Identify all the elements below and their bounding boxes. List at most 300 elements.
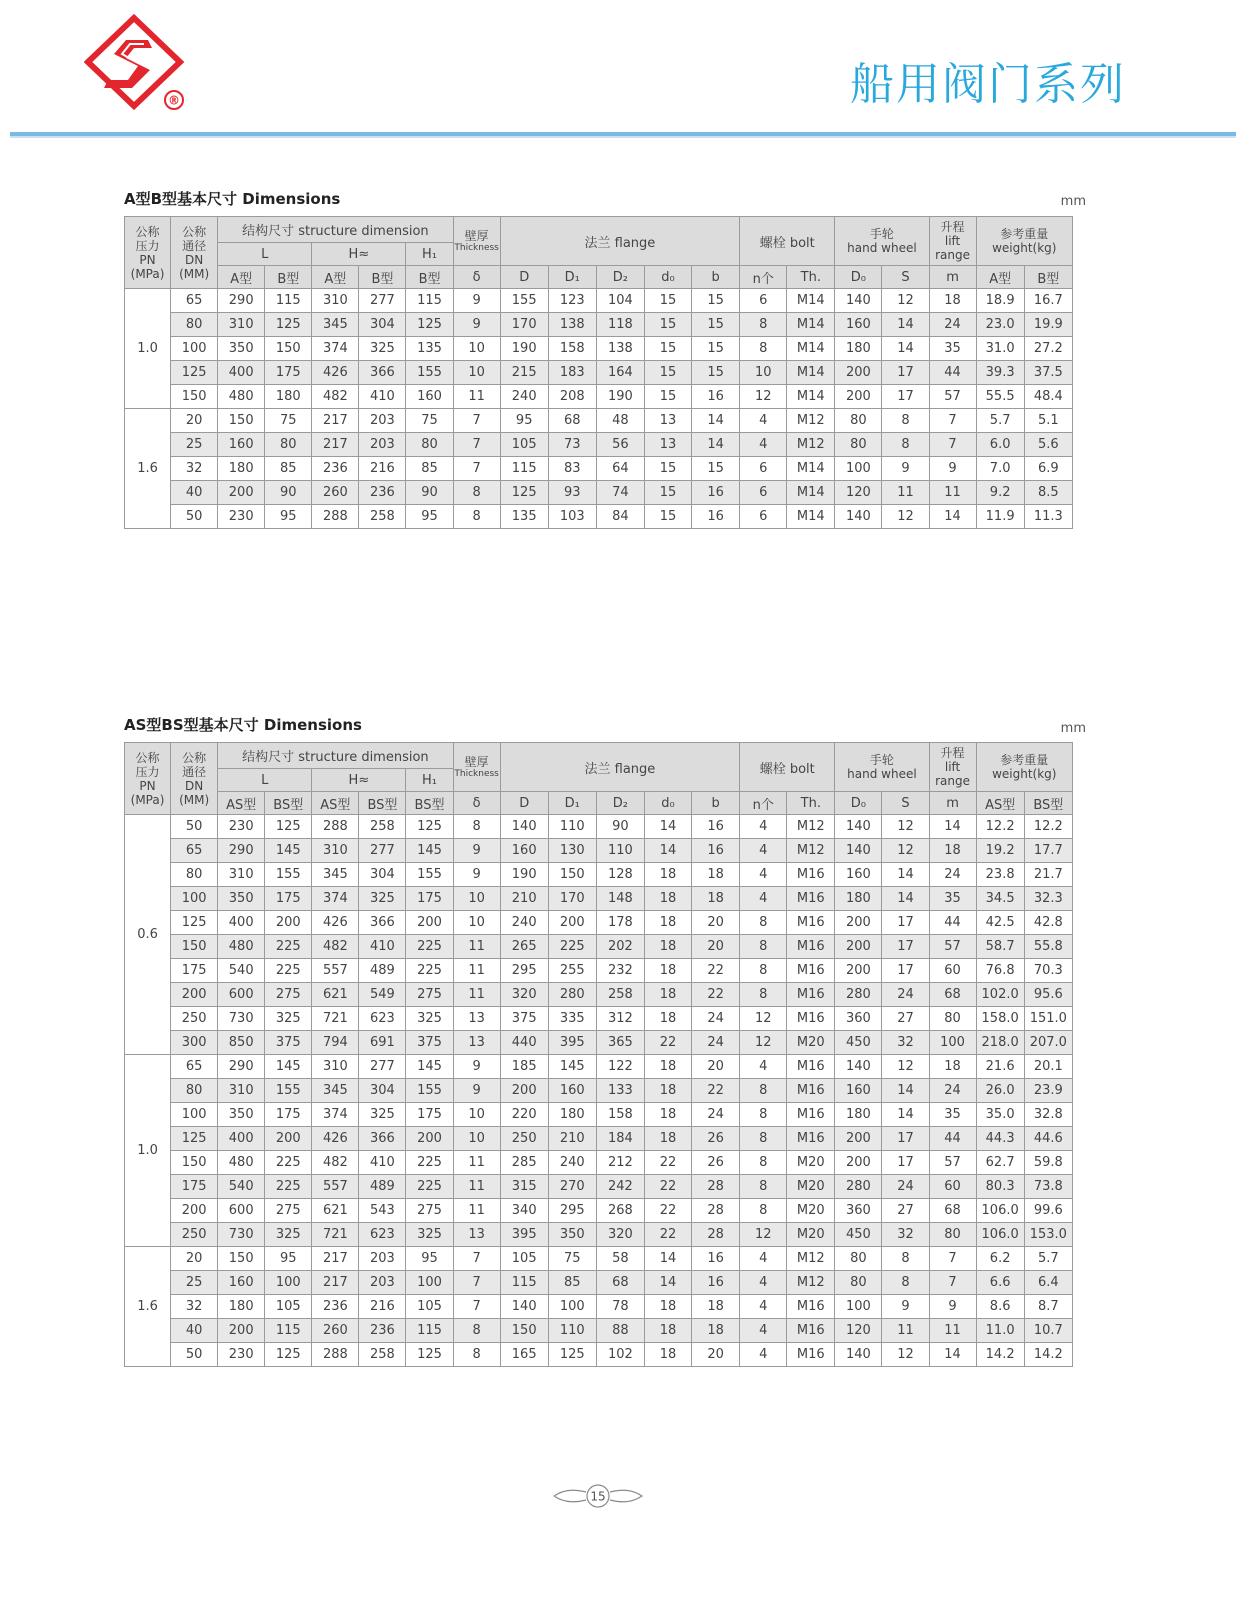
data-cell: 50	[171, 815, 218, 839]
pressure-cell: 0.6	[125, 815, 171, 1055]
header-hand-wheel-line: 手轮	[869, 227, 894, 241]
data-cell: 25	[171, 433, 218, 457]
data-cell: 80.3	[976, 1175, 1024, 1199]
data-cell: 37.5	[1024, 361, 1072, 385]
header-wall-cn: 壁厚	[464, 229, 489, 243]
data-cell: 11.9	[976, 505, 1024, 529]
header-lift-unit: m	[929, 266, 976, 289]
data-cell: 80	[835, 1271, 882, 1295]
data-cell: 100	[406, 1271, 453, 1295]
data-cell: 7	[929, 433, 976, 457]
data-cell: 58	[596, 1247, 644, 1271]
data-cell: 60	[929, 1175, 976, 1199]
data-cell: 18	[644, 1343, 691, 1367]
data-cell: M16	[787, 983, 835, 1007]
data-cell: 18	[929, 839, 976, 863]
data-cell: 4	[740, 409, 787, 433]
data-cell: 95	[265, 505, 312, 529]
header-pn-line: PN	[139, 252, 156, 267]
data-cell: 140	[835, 1343, 882, 1367]
table-row	[125, 1007, 1073, 1031]
data-cell: 9	[453, 863, 500, 887]
data-cell: 125	[406, 1343, 453, 1367]
data-cell: 73.8	[1024, 1175, 1072, 1199]
header-dn-line: DN	[185, 778, 204, 793]
data-cell: 120	[835, 1319, 882, 1343]
table-row	[125, 959, 1073, 983]
data-cell: 11	[453, 959, 500, 983]
data-cell: 115	[500, 1271, 548, 1295]
data-cell: 25	[171, 1271, 218, 1295]
data-cell: 310	[218, 313, 265, 337]
data-cell: 16	[692, 1247, 740, 1271]
data-cell: 60	[929, 959, 976, 983]
data-cell: 85	[406, 457, 453, 481]
data-cell: 140	[835, 289, 882, 313]
data-cell: 115	[265, 1319, 312, 1343]
data-cell: 9	[453, 1055, 500, 1079]
data-cell: 4	[740, 1271, 787, 1295]
data-cell: 24	[692, 1103, 740, 1127]
data-cell: 489	[359, 959, 406, 983]
data-cell: 410	[359, 935, 406, 959]
header-dn	[171, 743, 218, 815]
data-cell: 8	[453, 815, 500, 839]
data-cell: 12	[882, 839, 929, 863]
data-cell: M16	[787, 1007, 835, 1031]
data-cell: 180	[218, 457, 265, 481]
data-cell: 255	[548, 959, 596, 983]
data-cell: 8	[740, 959, 787, 983]
data-cell: 203	[359, 409, 406, 433]
data-cell: 17	[882, 911, 929, 935]
data-cell: 400	[218, 911, 265, 935]
table-row	[125, 457, 1073, 481]
data-cell: 150	[171, 385, 218, 409]
data-cell: M20	[787, 1175, 835, 1199]
data-cell: 16	[692, 1271, 740, 1295]
data-cell: 11	[453, 385, 500, 409]
data-cell: 7.0	[976, 457, 1024, 481]
data-cell: 135	[500, 505, 548, 529]
registered-mark: ®	[168, 93, 180, 108]
data-cell: 95.6	[1024, 983, 1072, 1007]
data-cell: 200	[548, 911, 596, 935]
data-cell: 8	[740, 1103, 787, 1127]
table-row	[125, 313, 1073, 337]
data-cell: 27.2	[1024, 337, 1072, 361]
page-number-badge	[552, 1482, 644, 1510]
header-H-type-a: AS型	[312, 792, 359, 815]
data-cell: 85	[548, 1271, 596, 1295]
data-cell: 400	[218, 361, 265, 385]
header-hand-wheel-line: hand wheel	[847, 767, 917, 781]
data-cell: 426	[312, 1127, 359, 1151]
data-cell: 138	[596, 337, 644, 361]
data-cell: 12	[882, 289, 929, 313]
data-cell: 35	[929, 887, 976, 911]
data-cell: 280	[548, 983, 596, 1007]
data-cell: 95	[406, 1247, 453, 1271]
data-cell: 88	[596, 1319, 644, 1343]
data-cell: 277	[359, 1055, 406, 1079]
data-cell: 200	[406, 1127, 453, 1151]
data-cell: 325	[265, 1223, 312, 1247]
data-cell: 125	[265, 1343, 312, 1367]
data-cell: 8	[882, 1247, 929, 1271]
data-cell: 320	[500, 983, 548, 1007]
table-b-title: AS型BS型基本尺寸 Dimensions	[124, 716, 362, 734]
header-weight	[976, 217, 1072, 266]
data-cell: 8.5	[1024, 481, 1072, 505]
data-cell: 21.7	[1024, 863, 1072, 887]
data-cell: 22	[644, 1151, 691, 1175]
data-cell: 19.9	[1024, 313, 1072, 337]
data-cell: 482	[312, 1151, 359, 1175]
header-H-type-b: B型	[359, 266, 406, 289]
header-weight-line: 参考重量	[1000, 753, 1049, 767]
data-cell: 80	[929, 1223, 976, 1247]
data-cell: 480	[218, 935, 265, 959]
data-cell: M12	[787, 815, 835, 839]
data-cell: 280	[835, 983, 882, 1007]
data-cell: 14	[882, 313, 929, 337]
data-cell: 34.5	[976, 887, 1024, 911]
header-hand-wheel-line: hand wheel	[847, 241, 917, 255]
data-cell: 315	[500, 1175, 548, 1199]
data-cell: M20	[787, 1199, 835, 1223]
data-cell: 19.2	[976, 839, 1024, 863]
data-cell: 6.0	[976, 433, 1024, 457]
data-cell: 18	[692, 863, 740, 887]
data-cell: 426	[312, 911, 359, 935]
header-weight-type-b: BS型	[1024, 792, 1072, 815]
pressure-cell: 1.6	[125, 409, 171, 529]
data-cell: M16	[787, 1319, 835, 1343]
data-cell: 295	[500, 959, 548, 983]
header-lift-range-line: lift	[944, 234, 961, 248]
data-cell: 9	[453, 839, 500, 863]
data-cell: 10	[453, 337, 500, 361]
data-cell: 65	[171, 289, 218, 313]
data-cell: 18	[929, 1055, 976, 1079]
data-cell: 12.2	[1024, 815, 1072, 839]
data-cell: 11	[453, 1175, 500, 1199]
data-cell: 120	[835, 481, 882, 505]
data-cell: 18	[644, 863, 691, 887]
data-cell: 236	[359, 481, 406, 505]
data-cell: 203	[359, 433, 406, 457]
header-pn-line: 压力	[135, 764, 160, 779]
data-cell: 8.6	[976, 1295, 1024, 1319]
data-cell: 16	[692, 815, 740, 839]
data-cell: 395	[500, 1223, 548, 1247]
data-cell: 155	[406, 1079, 453, 1103]
data-cell: 32.8	[1024, 1103, 1072, 1127]
data-cell: 151.0	[1024, 1007, 1072, 1031]
data-cell: 42.8	[1024, 911, 1072, 935]
data-cell: 145	[548, 1055, 596, 1079]
data-cell: 14	[692, 409, 740, 433]
data-cell: 35	[929, 1103, 976, 1127]
data-cell: 8	[453, 481, 500, 505]
data-cell: 100	[835, 1295, 882, 1319]
data-cell: 155	[406, 863, 453, 887]
data-cell: 17	[882, 959, 929, 983]
data-cell: 12	[882, 505, 929, 529]
data-cell: 80	[171, 863, 218, 887]
data-cell: 105	[265, 1295, 312, 1319]
data-cell: M14	[787, 481, 835, 505]
data-cell: 175	[171, 1175, 218, 1199]
data-cell: 4	[740, 1247, 787, 1271]
header-weight-line: 参考重量	[1000, 227, 1049, 241]
table-a	[124, 216, 1073, 529]
data-cell: 24	[882, 1175, 929, 1199]
data-cell: 80	[835, 409, 882, 433]
data-cell: 190	[500, 863, 548, 887]
header-bolt-count: n个	[740, 792, 787, 815]
data-cell: 250	[171, 1223, 218, 1247]
data-cell: 68	[929, 983, 976, 1007]
data-cell: 623	[359, 1007, 406, 1031]
table-row	[125, 935, 1073, 959]
data-cell: 482	[312, 385, 359, 409]
header-bolt-count: n个	[740, 266, 787, 289]
data-cell: 7	[453, 457, 500, 481]
data-cell: 10	[740, 361, 787, 385]
data-cell: 225	[406, 959, 453, 983]
data-cell: 203	[359, 1271, 406, 1295]
data-cell: 145	[265, 1055, 312, 1079]
data-cell: 100	[835, 457, 882, 481]
data-cell: 480	[218, 1151, 265, 1175]
data-cell: 557	[312, 959, 359, 983]
header-d0: d₀	[644, 266, 691, 289]
data-cell: 56	[596, 433, 644, 457]
data-cell: 8	[740, 983, 787, 1007]
data-cell: 80	[171, 1079, 218, 1103]
data-cell: 13	[453, 1031, 500, 1055]
data-cell: 17.7	[1024, 839, 1072, 863]
data-cell: 540	[218, 959, 265, 983]
data-cell: 55.8	[1024, 935, 1072, 959]
data-cell: 20	[692, 911, 740, 935]
data-cell: 103	[548, 505, 596, 529]
data-cell: 22	[692, 959, 740, 983]
data-cell: 230	[218, 1343, 265, 1367]
data-cell: 70.3	[1024, 959, 1072, 983]
data-cell: 7	[453, 1247, 500, 1271]
data-cell: 190	[596, 385, 644, 409]
data-cell: 200	[406, 911, 453, 935]
data-cell: 104	[596, 289, 644, 313]
data-cell: 621	[312, 983, 359, 1007]
data-cell: 105	[500, 433, 548, 457]
header-S: S	[882, 266, 929, 289]
header-structure-dimension: 结构尺寸 structure dimension	[218, 217, 453, 243]
data-cell: 200	[218, 1319, 265, 1343]
table-a-title: A型B型基本尺寸 Dimensions	[124, 190, 341, 208]
data-cell: 5.6	[1024, 433, 1072, 457]
data-cell: 16.7	[1024, 289, 1072, 313]
data-cell: 304	[359, 313, 406, 337]
table-row	[125, 289, 1073, 313]
data-cell: 6.9	[1024, 457, 1072, 481]
data-cell: 730	[218, 1007, 265, 1031]
data-cell: 17	[882, 935, 929, 959]
header-pn-line: (MPa)	[130, 266, 165, 281]
data-cell: 17	[882, 1127, 929, 1151]
data-cell: 621	[312, 1199, 359, 1223]
data-cell: 115	[265, 289, 312, 313]
data-cell: 217	[312, 409, 359, 433]
data-cell: M16	[787, 1295, 835, 1319]
data-cell: 4	[740, 839, 787, 863]
data-cell: 20	[692, 1343, 740, 1367]
header-lift-range-line: lift	[944, 760, 961, 774]
data-cell: 14	[882, 337, 929, 361]
data-cell: 17	[882, 385, 929, 409]
data-cell: 230	[218, 505, 265, 529]
header-D1: D₁	[548, 792, 596, 815]
data-cell: 18.9	[976, 289, 1024, 313]
data-cell: 150	[265, 337, 312, 361]
data-cell: 48	[596, 409, 644, 433]
data-cell: 280	[835, 1175, 882, 1199]
data-cell: 12	[740, 1223, 787, 1247]
data-cell: 12	[882, 1055, 929, 1079]
data-cell: 55.5	[976, 385, 1024, 409]
header-dn-line: (MM)	[179, 266, 210, 281]
header-L: L	[218, 769, 312, 792]
data-cell: 730	[218, 1223, 265, 1247]
data-cell: 158	[596, 1103, 644, 1127]
data-cell: 325	[359, 1103, 406, 1127]
data-cell: 4	[740, 1319, 787, 1343]
header-weight-line: weight(kg)	[992, 241, 1057, 255]
data-cell: 482	[312, 935, 359, 959]
data-cell: 14	[929, 815, 976, 839]
data-cell: 148	[596, 887, 644, 911]
data-cell: 158	[548, 337, 596, 361]
header-divider-shadow	[10, 136, 1236, 138]
data-cell: 18	[644, 935, 691, 959]
data-cell: 350	[218, 887, 265, 911]
data-cell: 15	[644, 361, 691, 385]
data-cell: 74	[596, 481, 644, 505]
data-cell: 18	[929, 289, 976, 313]
data-cell: 31.0	[976, 337, 1024, 361]
data-cell: 24	[882, 983, 929, 1007]
data-cell: M14	[787, 313, 835, 337]
header-hand-wheel-line: 手轮	[869, 753, 894, 767]
data-cell: 9	[453, 289, 500, 313]
data-cell: M16	[787, 863, 835, 887]
data-cell: 44	[929, 1127, 976, 1151]
data-cell: 175	[265, 1103, 312, 1127]
table-row	[125, 1343, 1073, 1367]
data-cell: 22	[644, 1223, 691, 1247]
data-cell: 153.0	[1024, 1223, 1072, 1247]
data-cell: 258	[359, 505, 406, 529]
header-weight-type-a: AS型	[976, 792, 1024, 815]
data-cell: 290	[218, 289, 265, 313]
data-cell: 145	[406, 1055, 453, 1079]
data-cell: 236	[359, 1319, 406, 1343]
header-H1: H₁	[406, 769, 453, 792]
data-cell: 11	[929, 481, 976, 505]
table-row	[125, 1127, 1073, 1151]
data-cell: 5.7	[1024, 1247, 1072, 1271]
header-pn	[125, 743, 171, 815]
data-cell: 6	[740, 289, 787, 313]
data-cell: 123	[548, 289, 596, 313]
header-lift-range	[929, 217, 976, 266]
data-cell: 12	[882, 1343, 929, 1367]
data-cell: 65	[171, 839, 218, 863]
data-cell: 410	[359, 385, 406, 409]
data-cell: 150	[218, 1247, 265, 1271]
data-cell: 155	[265, 1079, 312, 1103]
data-cell: 180	[835, 1103, 882, 1127]
data-cell: 11.3	[1024, 505, 1072, 529]
data-cell: 6.6	[976, 1271, 1024, 1295]
data-cell: 14.2	[1024, 1343, 1072, 1367]
data-cell: 8	[882, 433, 929, 457]
data-cell: 225	[406, 1175, 453, 1199]
data-cell: 35.0	[976, 1103, 1024, 1127]
data-cell: 130	[548, 839, 596, 863]
table-row	[125, 911, 1073, 935]
data-cell: 178	[596, 911, 644, 935]
data-cell: M16	[787, 1055, 835, 1079]
data-cell: 543	[359, 1199, 406, 1223]
data-cell: 8	[453, 1343, 500, 1367]
header-D: D	[500, 792, 548, 815]
data-cell: 183	[548, 361, 596, 385]
data-cell: 68	[929, 1199, 976, 1223]
data-cell: 220	[500, 1103, 548, 1127]
data-cell: 340	[500, 1199, 548, 1223]
header-structure-dimension: 结构尺寸 structure dimension	[218, 743, 453, 769]
header-pn-line: 压力	[135, 238, 160, 253]
data-cell: 13	[644, 409, 691, 433]
table-row	[125, 433, 1073, 457]
data-cell: 9	[929, 1295, 976, 1319]
data-cell: 8	[740, 1127, 787, 1151]
data-cell: 374	[312, 1103, 359, 1127]
company-logo	[84, 14, 194, 114]
data-cell: 6	[740, 481, 787, 505]
table-row	[125, 1103, 1073, 1127]
data-cell: 200	[835, 911, 882, 935]
data-cell: 17	[882, 1151, 929, 1175]
data-cell: 20	[171, 1247, 218, 1271]
data-cell: 80	[835, 433, 882, 457]
data-cell: M16	[787, 1127, 835, 1151]
data-cell: 180	[835, 887, 882, 911]
data-cell: 15	[692, 313, 740, 337]
data-cell: 175	[265, 361, 312, 385]
data-cell: 100	[929, 1031, 976, 1055]
data-cell: 258	[359, 1343, 406, 1367]
data-cell: 600	[218, 1199, 265, 1223]
data-cell: 105	[406, 1295, 453, 1319]
data-cell: 125	[171, 1127, 218, 1151]
header-pn-line: (MPa)	[130, 792, 165, 807]
data-cell: 26	[692, 1127, 740, 1151]
